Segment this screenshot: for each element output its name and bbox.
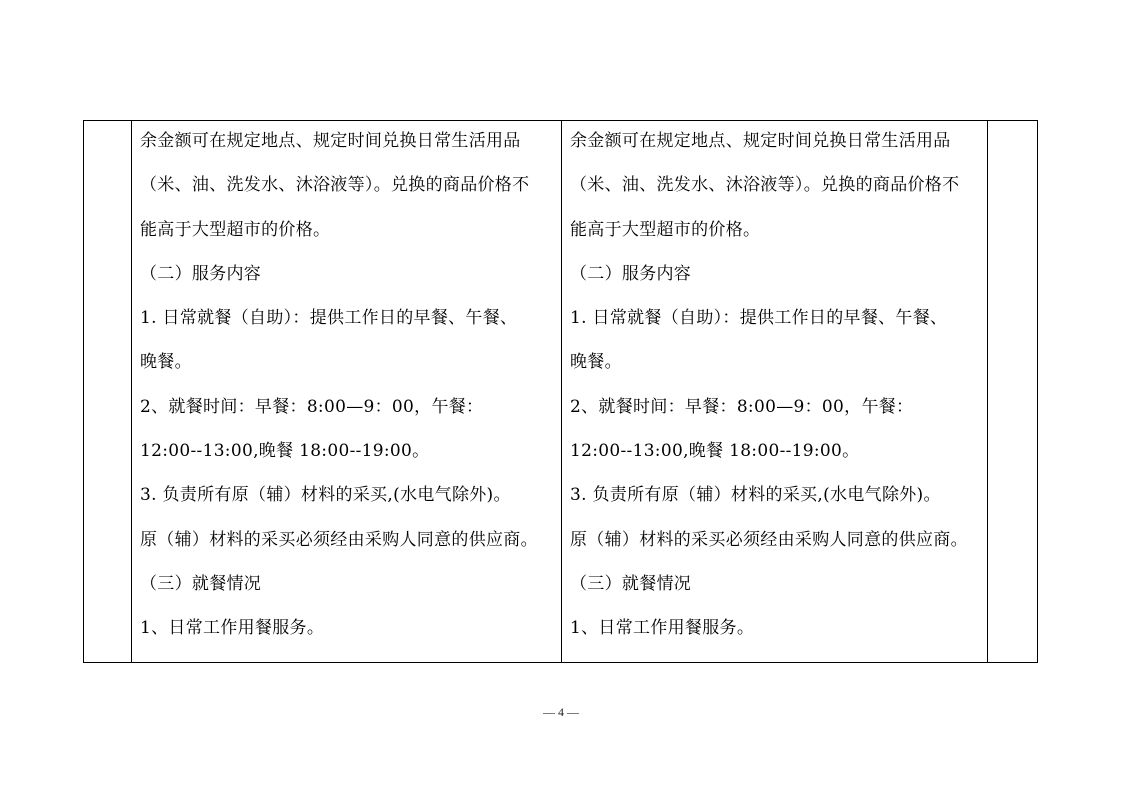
text-line: 能高于大型超市的价格。 xyxy=(570,219,761,240)
text-line: 1、日常工作用餐服务。 xyxy=(140,618,325,639)
requirements-table xyxy=(83,120,1038,663)
text-line: 余金额可在规定地点、规定时间兑换日常生活用品 xyxy=(140,131,521,151)
response-text xyxy=(562,121,987,639)
text-line: （米、油、洗发水、沐浴液等）。兑换的商品价格不 xyxy=(570,175,960,196)
response-cell xyxy=(562,121,988,663)
text-line: 原（辅）材料的采买必须经由采购人同意的供应商。 xyxy=(140,529,538,550)
text-line: 原（辅）材料的采买必须经由采购人同意的供应商。 xyxy=(570,529,968,550)
section-heading: （三）就餐情况 xyxy=(570,573,692,594)
table-row xyxy=(84,121,1038,663)
section-heading: （三）就餐情况 xyxy=(140,573,262,594)
text-line: 3. 负责所有原（辅）材料的采买,(水电气除外)。 xyxy=(570,485,941,506)
text-line: 12:00--13:00,晚餐 18:00--19:00。 xyxy=(140,441,430,462)
remarks-cell xyxy=(988,121,1038,663)
text-line: 12:00--13:00,晚餐 18:00--19:00。 xyxy=(570,441,860,462)
text-line: 晚餐。 xyxy=(570,352,622,373)
text-line: 能高于大型超市的价格。 xyxy=(140,219,331,240)
section-heading: （二）服务内容 xyxy=(140,263,262,284)
text-line: 2、就餐时间：早餐：8:00—9：00，午餐： xyxy=(140,396,484,417)
text-line: 1. 日常就餐（自助）：提供工作日的早餐、午餐、 xyxy=(140,308,518,329)
text-line: 2、就餐时间：早餐：8:00—9：00，午餐： xyxy=(570,396,914,417)
text-line: 余金额可在规定地点、规定时间兑换日常生活用品 xyxy=(570,131,951,151)
text-line: 1. 日常就餐（自助）：提供工作日的早餐、午餐、 xyxy=(570,308,948,329)
index-cell xyxy=(84,121,132,663)
text-line: 晚餐。 xyxy=(140,352,192,373)
text-line: 3. 负责所有原（辅）材料的采买,(水电气除外)。 xyxy=(140,485,511,506)
text-line: （米、油、洗发水、沐浴液等）。兑换的商品价格不 xyxy=(140,175,530,196)
requirement-text xyxy=(132,121,561,639)
section-heading: （二）服务内容 xyxy=(570,263,692,284)
text-line: 1、日常工作用餐服务。 xyxy=(570,618,755,639)
page-number: — 4 — xyxy=(543,705,579,719)
requirement-cell xyxy=(132,121,562,663)
